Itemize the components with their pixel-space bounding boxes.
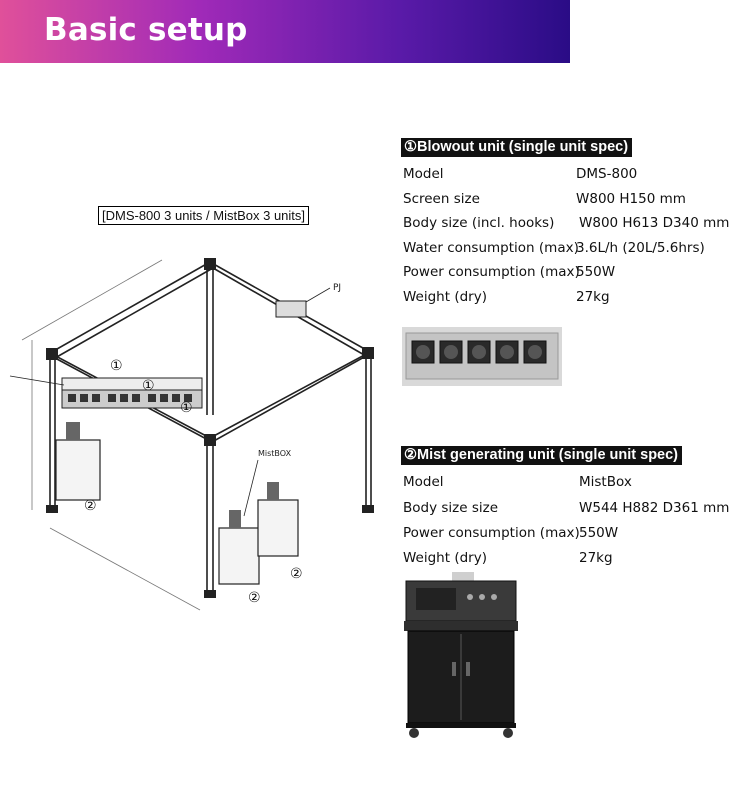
blowout-value-model: DMS-800 (576, 166, 638, 182)
blowout-value-body: W800 H613 D340 mm (579, 215, 730, 231)
marker-blowout-2: ① (142, 378, 155, 394)
blowout-label-power: Power consumption (max) (403, 264, 580, 280)
mist-label-weight: Weight (dry) (403, 550, 487, 566)
blowout-value-power: 550W (576, 264, 616, 280)
header-banner (0, 0, 570, 63)
marker-mist-1: ② (84, 498, 97, 514)
mist-label-model: Model (403, 474, 444, 490)
mistbox-label: MistBOX (258, 449, 292, 458)
blowout-value-screen: W800 H150 mm (576, 191, 686, 207)
marker-mist-3: ② (290, 566, 303, 582)
pj-label: PJ (333, 283, 342, 293)
page-title: Basic setup (44, 12, 248, 48)
mist-value-model: MistBox (579, 474, 632, 490)
mist-spec-title: ②Mist generating unit (single unit spec) (401, 446, 682, 465)
mist-value-power: 550W (579, 525, 619, 541)
mist-value-weight: 27kg (579, 550, 613, 566)
mist-label-power: Power consumption (max) (403, 525, 580, 541)
mist-label-body: Body size size (403, 500, 499, 516)
blowout-label-body: Body size (incl. hooks) (403, 215, 555, 231)
setup-diagram (0, 180, 385, 620)
marker-blowout-3: ① (180, 400, 193, 416)
blowout-spec-title: ①Blowout unit (single unit spec) (401, 138, 632, 157)
marker-blowout-1: ① (110, 358, 123, 374)
blowout-unit-photo (402, 327, 562, 386)
mist-value-body: W544 H882 D361 mm (579, 500, 730, 516)
marker-mist-2: ② (248, 590, 261, 606)
blowout-label-weight: Weight (dry) (403, 289, 487, 305)
blowout-value-weight: 27kg (576, 289, 610, 305)
blowout-label-model: Model (403, 166, 444, 182)
blowout-value-water: 3.6L/h (20L/5.6hrs) (576, 240, 705, 256)
blowout-label-screen: Screen size (403, 191, 480, 207)
blowout-label-water: Water consumption (max) (403, 240, 579, 256)
diagram-caption: [DMS-800 3 units / MistBox 3 units] (98, 206, 309, 225)
mistbox-photo (400, 572, 522, 740)
